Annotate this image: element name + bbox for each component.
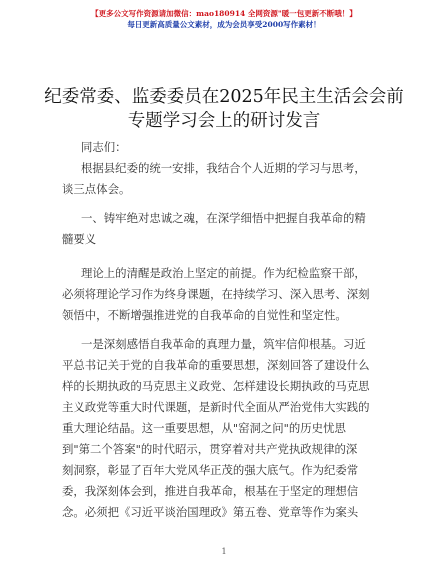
page-number: 1 <box>221 547 227 556</box>
body-line: 主义政党等重大时代课题，是新时代全面从严治党伟大实践的 <box>62 400 370 414</box>
body-line: 领悟中，不断增强推进党的自我革命的自觉性和坚定性。 <box>62 308 347 322</box>
document-title-line-2: 专题学习会上的研讨发言 <box>127 111 321 131</box>
page-header <box>0 8 448 30</box>
body-line: 到"第二个答案"的时代昭示，贯穿着对共产党执政规律的深 <box>62 442 358 456</box>
body-line: 一是深刻感悟自我革命的真理力量，筑牢信仰根基。习近 <box>81 337 366 351</box>
section-heading-line: 髓要义 <box>62 232 97 246</box>
body-line: 谈三点体会。 <box>62 182 131 196</box>
body-line: 理论上的清醒是政治上坚定的前提。作为纪检监察干部， <box>81 266 366 280</box>
salutation: 同志们： <box>81 140 127 154</box>
body-line: 根据县纪委的统一安排，我结合个人近期的学习与思考， <box>81 161 366 175</box>
header-promo-line: 【更多公文写作资源请加微信：mao180914 全网资源"暖一包更新不断哦！】 <box>91 9 357 18</box>
body-line: 重大理论结晶。这一重要思想，从"窑洞之问"的历史忧思 <box>62 421 346 435</box>
section-heading-line: 一、铸牢绝对忠诚之魂，在深学细悟中把握自我革命的精 <box>81 211 366 225</box>
body-line: 委，我深刻体会到，推进自我革命，根基在于坚定的理想信 <box>62 484 359 498</box>
body-line: 念。必须把《习近平谈治国理政》第五卷、党章等作为案头 <box>62 505 359 519</box>
body-line: 刻洞察，彰显了百年大党风华正茂的强大底气。作为纪委常 <box>62 463 359 477</box>
body-line: 平总书记关于党的自我革命的重要思想，深刻回答了建设什么 <box>62 358 370 372</box>
header-promo-subline: 每日更新高质量公文素材，成为会员享受2000写作素材！ <box>127 20 321 29</box>
document-title-line-1: 纪委常委、监委委员在2025年民主生活会会前 <box>44 87 404 107</box>
body-line: 必须将理论学习作为终身课题，在持续学习、深入思考、深刻 <box>62 287 370 301</box>
body-line: 样的长期执政的马克思主义政党、怎样建设长期执政的马克思 <box>62 379 370 393</box>
